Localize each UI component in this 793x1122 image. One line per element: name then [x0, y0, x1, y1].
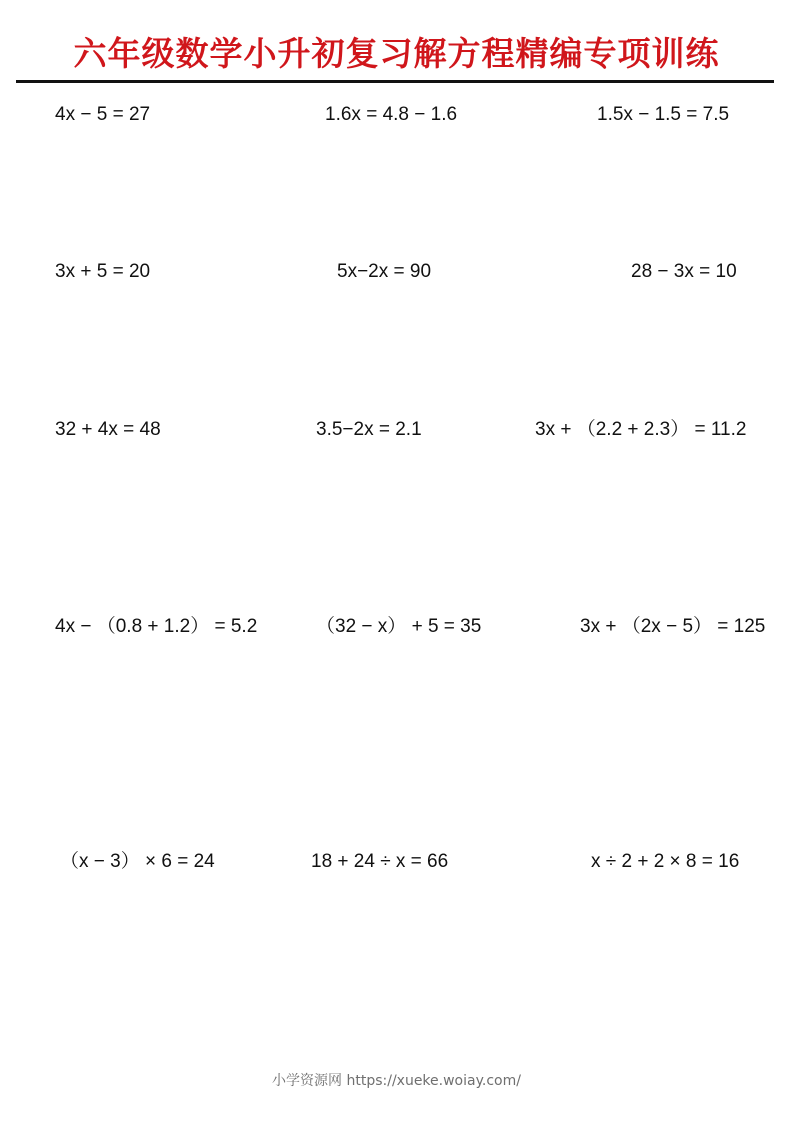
- footer-source-link: 小学资源网 https://xueke.woiay.com/: [272, 1073, 521, 1089]
- equation-2-3: 28 − 3x = 10: [631, 261, 737, 282]
- equation-5-1: （x − 3） × 6 = 24: [60, 851, 215, 872]
- title-divider: [16, 80, 774, 83]
- equation-4-3: 3x + （2x − 5） = 125: [580, 616, 766, 637]
- equation-2-2: 5x−2x = 90: [337, 261, 432, 282]
- equation-3-1: 32 + 4x = 48: [55, 419, 161, 440]
- equation-5-3: x ÷ 2 + 2 × 8 = 16: [591, 851, 740, 872]
- equation-1-3: 1.5x − 1.5 = 7.5: [597, 104, 730, 125]
- equation-4-1: 4x − （0.8 + 1.2） = 5.2: [55, 616, 258, 637]
- equation-5-2: 18 + 24 ÷ x = 66: [311, 851, 449, 872]
- equation-4-2: （32 − x） + 5 = 35: [316, 616, 482, 637]
- equation-3-3: 3x + （2.2 + 2.3） = 11.2: [535, 419, 747, 440]
- equation-2-1: 3x + 5 = 20: [55, 261, 151, 282]
- page-title: 六年级数学小升初复习解方程精编专项训练: [73, 34, 720, 73]
- equation-1-2: 1.6x = 4.8 − 1.6: [325, 104, 458, 125]
- equation-1-1: 4x − 5 = 27: [55, 104, 151, 125]
- equation-3-2: 3.5−2x = 2.1: [316, 419, 422, 440]
